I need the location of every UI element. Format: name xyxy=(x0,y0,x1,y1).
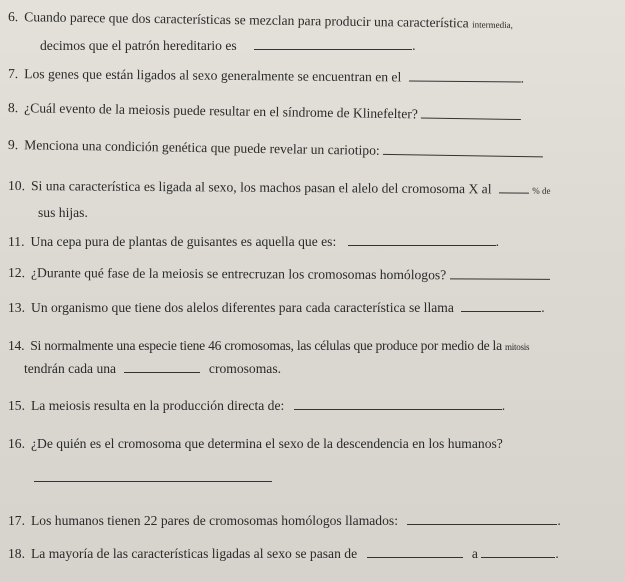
question-10 xyxy=(8,178,551,199)
question-number: 14. xyxy=(8,338,25,353)
answer-blank[interactable] xyxy=(407,513,557,525)
question-7 xyxy=(8,66,524,87)
question-text: cromosomas. xyxy=(208,361,282,376)
question-text: ¿Durante qué fase de la meiosis se entrecruzan los cromosomas homólogos? xyxy=(30,265,447,283)
question-text: La meiosis resulta en la producción directa de: xyxy=(31,398,285,413)
question-9 xyxy=(8,137,543,161)
question-text-cut: mitosis xyxy=(505,342,530,352)
question-14 xyxy=(8,338,529,355)
answer-blank[interactable] xyxy=(383,143,543,158)
question-number: 12. xyxy=(7,265,26,281)
question-text: tendrán cada una xyxy=(24,361,117,376)
question-text: Si una característica es ligada al sexo, los machos pasan el alelo del cromosoma X al xyxy=(30,178,492,197)
question-text: Los humanos tienen 22 pares de cromosomas homólogos llamados: xyxy=(31,513,398,528)
question-text: Cuando parece que dos características se mezclan para producir una característica xyxy=(24,9,469,31)
answer-blank[interactable] xyxy=(461,300,541,312)
answer-blank[interactable] xyxy=(348,234,496,246)
question-text: decimos que el patrón hereditario es xyxy=(40,38,237,53)
period: . xyxy=(495,234,500,249)
question-number: 9. xyxy=(7,137,19,153)
period: . xyxy=(501,398,506,413)
question-text: La mayoría de las características ligadas al sexo se pasan de xyxy=(31,546,358,561)
question-number: 17. xyxy=(8,513,25,528)
question-10-line2 xyxy=(38,205,88,221)
question-text: Si normalmente una especie tiene 46 cromosomas, las células que produce por medio de la xyxy=(30,338,502,353)
period: . xyxy=(541,300,545,315)
question-number: 10. xyxy=(7,178,26,194)
question-14-line2 xyxy=(24,361,281,377)
answer-blank[interactable] xyxy=(34,481,272,482)
question-17 xyxy=(8,513,561,529)
answer-blank[interactable] xyxy=(124,361,200,373)
question-text: ¿De quién es el cromosoma que determina el sexo de la descendencia en los humanos? xyxy=(31,436,503,451)
question-13 xyxy=(8,300,545,316)
question-number: 16. xyxy=(8,436,25,451)
answer-blank[interactable] xyxy=(367,546,463,558)
question-number: 15. xyxy=(8,398,25,413)
question-number: 7. xyxy=(7,66,19,82)
question-6 xyxy=(8,9,513,33)
question-number: 13. xyxy=(8,300,25,315)
question-8 xyxy=(8,100,522,124)
question-15 xyxy=(8,398,505,414)
question-text: Menciona una condición genética que puede revelar un cariotipo: xyxy=(24,137,380,158)
question-number: 18. xyxy=(8,546,25,561)
period: . xyxy=(557,513,561,528)
question-number: 11. xyxy=(8,234,25,249)
question-18 xyxy=(8,546,559,562)
question-text: a xyxy=(471,546,478,561)
answer-blank[interactable] xyxy=(409,69,521,82)
question-text: Una cepa pura de plantas de guisantes es aquella que es: xyxy=(30,234,337,249)
question-text-cut: % de xyxy=(532,185,551,196)
question-text: Un organismo que tiene dos alelos diferentes para cada característica se llama xyxy=(31,300,454,315)
question-text: sus hijas. xyxy=(38,205,88,220)
question-16 xyxy=(8,436,503,452)
answer-blank[interactable] xyxy=(254,38,412,50)
period: . xyxy=(412,38,416,53)
question-number: 6. xyxy=(7,9,19,25)
answer-blank[interactable] xyxy=(421,106,521,120)
answer-blank[interactable] xyxy=(499,181,529,193)
question-text-cut: intermedia, xyxy=(472,19,513,31)
answer-blank[interactable] xyxy=(481,546,555,558)
period: . xyxy=(520,70,525,86)
question-12 xyxy=(8,265,550,284)
question-11 xyxy=(8,234,499,250)
question-text: ¿Cuál evento de la meiosis puede resultar en el síndrome de Klinefelter? xyxy=(24,100,418,122)
question-6-line2 xyxy=(40,38,415,54)
question-number: 8. xyxy=(7,100,19,116)
answer-blank[interactable] xyxy=(294,398,502,410)
period: . xyxy=(555,546,559,561)
question-text: Los genes que están ligados al sexo generalmente se encuentran en el xyxy=(24,66,402,85)
answer-blank[interactable] xyxy=(450,267,550,280)
